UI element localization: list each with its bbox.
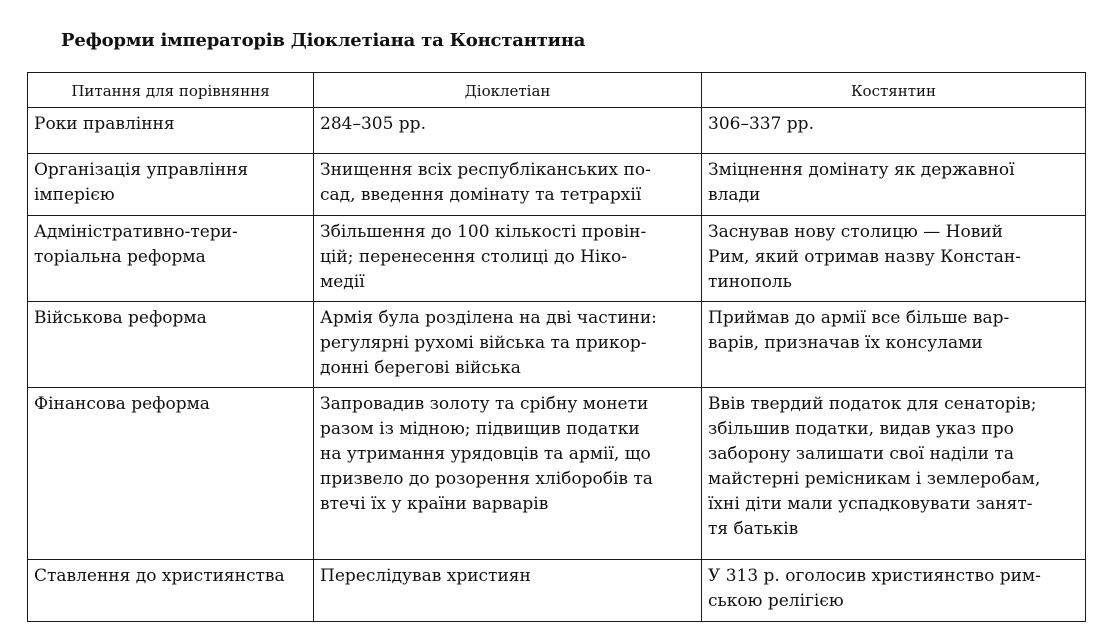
constantine-text: У 313 р. оголосив християнство рим- ською релігією — [708, 566, 1041, 611]
diocletian-cell — [314, 108, 702, 154]
header-constantine: Костянтин — [702, 73, 1086, 108]
table-row — [28, 302, 1086, 388]
diocletian-cell — [314, 560, 702, 622]
topic-cell — [28, 154, 314, 216]
constantine-cell — [702, 560, 1086, 622]
diocletian-text: Запровадив золоту та срібну монети разом із мідною; підвищив податки на утримання урядовців та армії, що призвело до розорення хліборобів та втечі їх у країни варварів — [320, 394, 653, 514]
topic-text: Фінансова реформа — [34, 394, 210, 414]
header-comparison-topic: Питання для порівняння — [28, 73, 314, 108]
diocletian-text: 284–305 рр. — [320, 114, 426, 134]
diocletian-text: Переслідував християн — [320, 566, 531, 586]
constantine-text: Ввів твердий податок для сенаторів; збільшив податки, видав указ про заборону залишати свої наділи та майстерні ремісникам і землеробам, їхні діти мали успадковувати занят- тя батьків — [708, 394, 1041, 539]
diocletian-cell — [314, 154, 702, 216]
table-row — [28, 388, 1086, 560]
page-title: Реформи імператорів Діоклетіана та Константина — [61, 30, 586, 51]
constantine-cell — [702, 154, 1086, 216]
topic-text: Адміністративно-тери- торіальна реформа — [34, 222, 238, 267]
diocletian-text: Армія була розділена на дві частини: регулярні рухомі війська та прикор- донні берегові війська — [320, 308, 657, 378]
constantine-text: Заснував нову столицю — Новий Рим, який отримав назву Констан- тинополь — [708, 222, 1021, 292]
diocletian-text: Знищення всіх республіканських по- сад, введення домінату та тетрархії — [320, 160, 651, 205]
constantine-text: 306–337 рр. — [708, 114, 814, 134]
topic-cell — [28, 216, 314, 302]
constantine-cell — [702, 108, 1086, 154]
topic-text: Організація управління імперією — [34, 160, 249, 205]
constantine-cell — [702, 302, 1086, 388]
topic-cell — [28, 108, 314, 154]
topic-cell — [28, 302, 314, 388]
topic-cell — [28, 560, 314, 622]
diocletian-cell — [314, 216, 702, 302]
table-row — [28, 154, 1086, 216]
constantine-text: Приймав до армії все більше вар- варів, призначав їх консулами — [708, 308, 1010, 353]
diocletian-cell — [314, 302, 702, 388]
topic-text: Роки правління — [34, 114, 175, 134]
topic-text: Ставлення до християнства — [34, 566, 285, 586]
table-row — [28, 108, 1086, 154]
table-row — [28, 216, 1086, 302]
header-diocletian: Діоклетіан — [314, 73, 702, 108]
topic-text: Військова реформа — [34, 308, 207, 328]
table-header-row — [28, 73, 1086, 108]
diocletian-cell — [314, 388, 702, 560]
diocletian-text: Збільшення до 100 кількості провін- цій; перенесення столиці до Ніко- медії — [320, 222, 647, 292]
topic-cell — [28, 388, 314, 560]
table-row — [28, 560, 1086, 622]
constantine-text: Зміцнення домінату як державної влади — [708, 160, 1015, 205]
constantine-cell — [702, 216, 1086, 302]
reforms-comparison-table — [27, 72, 1086, 622]
constantine-cell — [702, 388, 1086, 560]
